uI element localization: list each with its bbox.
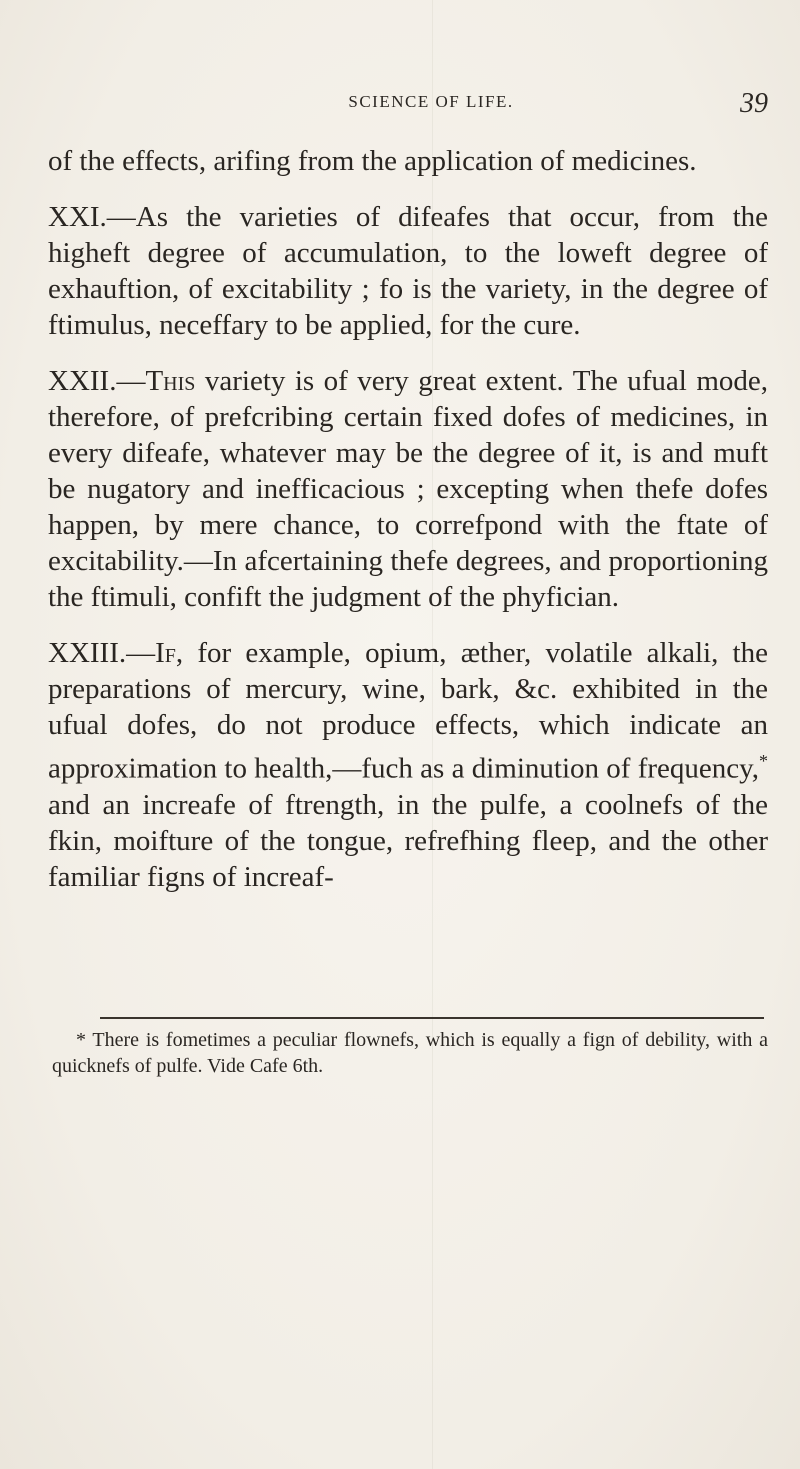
section-number: XXI.— [48,201,136,233]
paragraph-text: variety is of very great extent. The ufual mode, therefore, of prefcribing certain fixed dofes of medicines, in every difeafe, whatever may be the degree of it, is and muft be nugatory and inefficacious ; excepting when thefe dofes happen, by mere chance, to correfpond with the ftate of excitability.—In afcertaining thefe degrees, and proportioning the ftimuli, confift the judgment of the phyfician. [48,365,768,613]
paragraph-text: and an increafe of ftrength, in the pulfe, a coolnefs of the fkin, moifture of the tongue, refrefhing fleep, and the other familiar figns of increaf- [48,788,768,893]
lead-word: This [145,365,196,397]
body-text [48,143,768,895]
running-head [48,88,774,122]
footnote [52,1027,768,1079]
paragraph-xxi [48,199,768,343]
section-number: XXII.— [48,365,146,397]
footnote-marker: * [759,751,768,771]
footnote-rule [100,1017,764,1019]
page-number: 39 [740,88,768,119]
footnote-marker: * [76,1029,86,1051]
running-title: SCIENCE OF LIFE. [348,92,514,111]
paragraph-xxiii [48,635,768,895]
paragraph-xxii [48,363,768,615]
paragraph-text: , for example, opium, æther, volatile alkali, the preparations of mercury, wine, bark, &c. exhibited in the ufual dofes, do not produce effects, which indicate an approximation to health,—fuch as a diminution of frequency, [48,637,768,785]
footnote-text: There is fometimes a peculiar flownefs, which is equally a fign of debility, with a quicknefs of pulfe. Vide Cafe 6th. [52,1029,768,1077]
section-number: XXIII.— [48,637,156,669]
lead-word: If [155,637,176,669]
paragraph-continuation: of the effects, arifing from the application of medicines. [48,145,697,177]
paragraph-text: As the varieties of difeafes that occur, from the higheft degree of accumulation, to the loweft degree of exhauftion, of excitability ; fo is the variety, in the degree of ftimulus, neceffary to be applied, for the cure. [48,201,768,341]
